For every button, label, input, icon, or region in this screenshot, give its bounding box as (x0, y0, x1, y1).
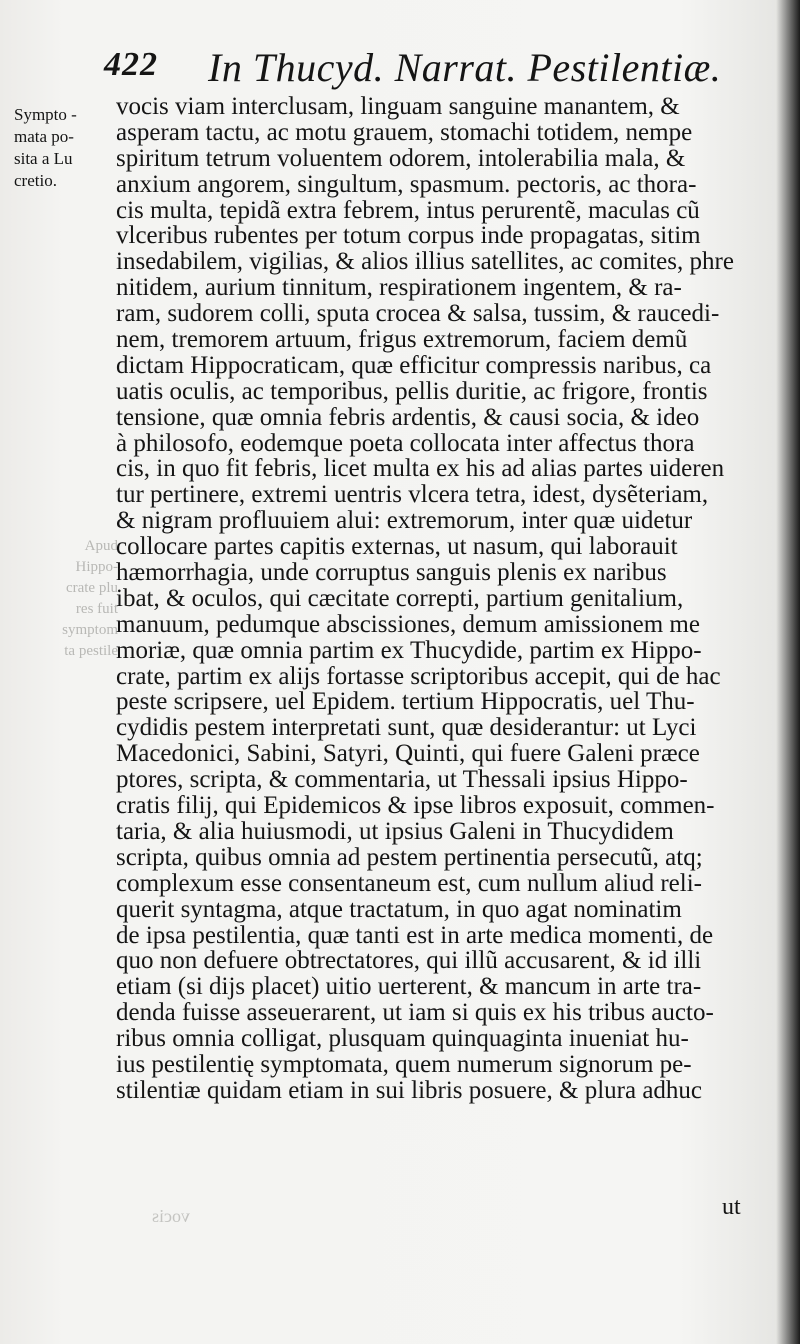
text-line: nem, tremorem artuum, frigus extremorum, faciem demũ (116, 326, 688, 354)
text-line: dictam Hippocraticam, quæ efficitur compressis naribus, ca (116, 351, 712, 379)
text-line: à philosofo, eodemque poeta collocata inter affectus thora (116, 429, 695, 457)
running-title: In Thucyd. Narrat. Pestilentiæ. (208, 45, 722, 90)
text-line: nitidem, aurium tinnitum, respirationem ingentem, & ra- (116, 274, 682, 302)
bleed-note-line: Apud (84, 538, 118, 554)
text-line: vocis viam interclusam, linguam sanguine manantem, & (116, 93, 680, 120)
margin-note-line: Sympto - (14, 105, 77, 124)
text-line: taria, & alia huiusmodi, ut ipsius Galeni in Thucydidem (116, 817, 674, 845)
text-line: etiam (si dijs placet) uitio uerterent, & mancum in arte tra- (116, 973, 702, 1001)
text-line: tensione, quæ omnia febris ardentis, & causi socia, & ideo (116, 403, 700, 431)
text-line: tur pertinere, extremi uentris vlcera tetra, idest, dysẽteriam, (116, 481, 709, 509)
page-number: 422 (104, 46, 158, 83)
text-line: uatis oculis, ac temporibus, pellis duritie, ac frigore, frontis (116, 377, 708, 405)
text-line: ribus omnia colligat, plusquam quinquaginta inueniat hu- (116, 1025, 689, 1053)
text-line: hæmorrhagia, unde corruptus sanguis plenis ex naribus (116, 559, 667, 587)
text-line: cratis filij, qui Epidemicos & ipse libros exposuit, commen- (116, 792, 715, 820)
bleed-note-line: ta pestile (64, 643, 118, 659)
text-line: ibat, & oculos, qui cæcitate correpti, partium genitalium, (116, 584, 684, 612)
text-line: manuum, pedumque abscissiones, demum amissionem me (116, 610, 700, 638)
text-line: cis, in quo fit febris, licet multa ex his ad alias partes uideren (116, 455, 725, 483)
margin-note-line: sita a Lu (14, 149, 73, 168)
text-line: crate, partim ex alijs fortasse scriptoribus accepit, qui de hac (116, 662, 721, 690)
text-line: de ipsa pestilentia, quæ tanti est in arte medica momenti, de (116, 921, 714, 949)
text-line: denda fuisse asseuerarent, ut iam si quis ex his tribus aucto- (116, 999, 714, 1027)
text-line: ptores, scripta, & commentaria, ut Thessali ipsius Hippo- (116, 766, 688, 794)
show-through-footer: vocis (152, 1206, 190, 1226)
text-line: quo non defuere obtrectatores, qui illũ accusarent, & id illi (116, 947, 702, 975)
text-line: moriæ, quæ omnia partim ex Thucydide, partim ex Hippo- (116, 636, 702, 664)
text-line: vlceribus rubentes per totum corpus inde propagatas, sitim (116, 222, 701, 250)
text-line: ius pestilentię symptomata, quem numerum signorum pe- (116, 1050, 692, 1078)
text-line: stilentiæ quidam etiam in sui libris posuere, & plura adhuc (116, 1076, 703, 1104)
text-line: anxium angorem, singultum, spasmum. pectoris, ac thora- (116, 170, 697, 198)
text-line: complexum esse consentaneum est, cum nullum aliud reli- (116, 869, 702, 897)
bleed-note-line: res fuit (75, 601, 118, 617)
bleed-note-line: Hippo- (75, 559, 118, 575)
text-line: cydidis pestem interpretati sunt, quæ desiderantur: ut Lyci (116, 714, 697, 742)
margin-note-line: mata po- (14, 127, 74, 146)
text-line: & nigram profluuiem alui: extremorum, inter quæ uidetur (116, 507, 693, 535)
text-line: scripta, quibus omnia ad pestem pertinentia persecutũ, atq; (116, 843, 703, 871)
text-line: collocare partes capitis externas, ut nasum, qui laborauit (116, 533, 678, 561)
bleed-note-line: crate plu (65, 580, 118, 596)
text-line: insedabilem, vigilias, & alios illius satellites, ac comites, phre (116, 248, 734, 276)
bleed-note-line: symptom (62, 622, 118, 638)
catchword: ut (722, 1194, 741, 1220)
page-header (104, 44, 722, 96)
show-through-margin-note (28, 536, 118, 662)
margin-note (14, 104, 114, 192)
text-line: querit syntagma, atque tractatum, in quo agat nominatim (116, 895, 682, 923)
text-line: peste scripsere, uel Epidem. tertium Hippocratis, uel Thu- (116, 688, 695, 716)
body-text (116, 94, 764, 1104)
text-line: cis multa, tepidã extra febrem, intus perurentẽ, maculas cũ (116, 196, 700, 224)
text-line: asperam tactu, ac motu grauem, stomachi totidem, nempe (116, 118, 693, 146)
text-line: ram, sudorem colli, sputa crocea & salsa, tussim, & raucedi- (116, 300, 720, 328)
text-line: Macedonici, Sabini, Satyri, Quinti, qui fuere Galeni præce (116, 740, 700, 768)
margin-note-line: cretio. (14, 171, 57, 190)
text-line: spiritum tetrum voluentem odorem, intolerabilia mala, & (116, 144, 686, 172)
